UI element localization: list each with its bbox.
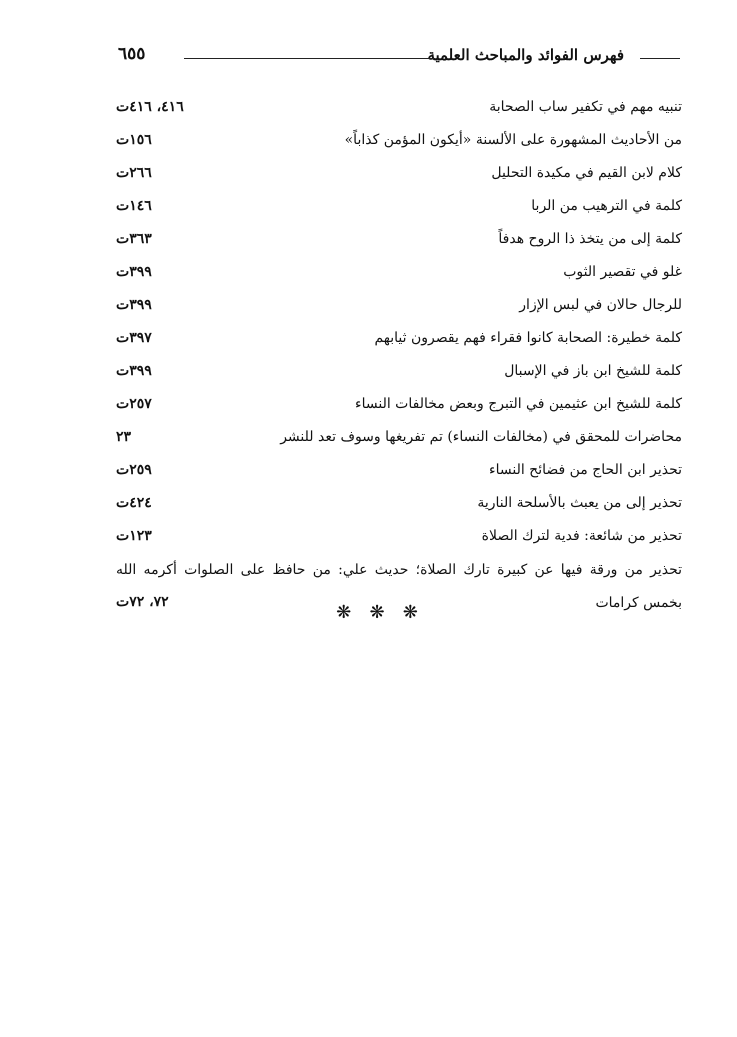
index-entry bbox=[116, 224, 682, 257]
entry-page-ref: ٣٦٣ت bbox=[116, 231, 152, 247]
index-entry bbox=[116, 455, 682, 488]
entry-text: تنبيه مهم في تكفير ساب الصحابة bbox=[489, 99, 682, 115]
entry-text: كلمة للشيخ ابن باز في الإسبال bbox=[504, 363, 682, 379]
entry-page-ref: ١٥٦ت bbox=[116, 132, 152, 148]
index-entry bbox=[116, 92, 682, 125]
entry-page-ref: ١٢٣ت bbox=[116, 528, 152, 544]
entry-text: تحذير من ورقة فيها عن كبيرة تارك الصلاة؛ حديث علي: من حافظ على الصلوات أكرمه الله بخمس كرامات bbox=[116, 562, 682, 611]
index-entry bbox=[116, 323, 682, 356]
entry-page-ref: ٤١٦، ٤١٦ت bbox=[116, 99, 184, 115]
entry-page-ref: ٣٩٩ت bbox=[116, 264, 152, 280]
index-entry bbox=[116, 158, 682, 191]
entry-page-ref: ٣٩٩ت bbox=[116, 297, 152, 313]
index-entry bbox=[116, 356, 682, 389]
index-entry bbox=[116, 125, 682, 158]
entry-page-ref: ٣٩٧ت bbox=[116, 330, 152, 346]
end-ornament: ❋ ❋ ❋ bbox=[336, 602, 424, 623]
entry-page-ref: ٢٦٦ت bbox=[116, 165, 152, 181]
entry-page-ref: ٤٢٤ت bbox=[116, 495, 152, 511]
entry-text: كلمة للشيخ ابن عثيمين في التبرج وبعض مخالفات النساء bbox=[355, 396, 682, 412]
entry-page-ref: ٢٣ bbox=[116, 429, 132, 445]
index-entry bbox=[116, 422, 682, 455]
entry-page-ref: ٢٥٩ت bbox=[116, 462, 152, 478]
index-entry bbox=[116, 257, 682, 290]
entry-page-ref: ٢٥٧ت bbox=[116, 396, 152, 412]
header-rule bbox=[184, 58, 435, 59]
page-number: ٦٥٥ bbox=[118, 44, 146, 64]
entry-text: محاضرات للمحقق في (مخالفات النساء) تم تفريغها وسوف تعد للنشر bbox=[280, 429, 682, 445]
entry-page-ref: ٣٩٩ت bbox=[116, 363, 152, 379]
entry-page-ref: ١٤٦ت bbox=[116, 198, 152, 214]
entry-text: كلمة في الترهيب من الربا bbox=[531, 198, 682, 214]
page-header bbox=[118, 40, 680, 74]
index-entry bbox=[116, 521, 682, 554]
index-entry bbox=[116, 389, 682, 422]
entry-text: تحذير من شائعة: فدية لترك الصلاة bbox=[481, 528, 682, 544]
entry-page-ref: ٧٢، ٧٢ت bbox=[116, 594, 169, 610]
entry-text: كلام لابن القيم في مكيدة التحليل bbox=[491, 165, 682, 181]
header-dash bbox=[640, 58, 680, 59]
entry-text: من الأحاديث المشهورة على الألسنة «أيكون المؤمن كذاباً» bbox=[344, 132, 682, 148]
entry-text: كلمة خطيرة: الصحابة كانوا فقراء فهم يقصرون ثيابهم bbox=[374, 330, 682, 346]
index-entry bbox=[116, 488, 682, 521]
entry-text: غلو في تقصير الثوب bbox=[563, 264, 682, 280]
entry-text: تحذير إلى من يعبث بالأسلحة النارية bbox=[477, 495, 682, 511]
entry-text: كلمة إلى من يتخذ ذا الروح هدفاً bbox=[498, 231, 682, 247]
entry-text: تحذير ابن الحاج من فضائح النساء bbox=[489, 462, 682, 478]
index-entry bbox=[116, 290, 682, 323]
index-entry bbox=[116, 191, 682, 224]
running-title: فهرس الفوائد والمباحث العلمية bbox=[427, 46, 624, 64]
index-entries bbox=[116, 92, 682, 620]
entry-text: للرجال حالان في لبس الإزار bbox=[519, 297, 682, 313]
